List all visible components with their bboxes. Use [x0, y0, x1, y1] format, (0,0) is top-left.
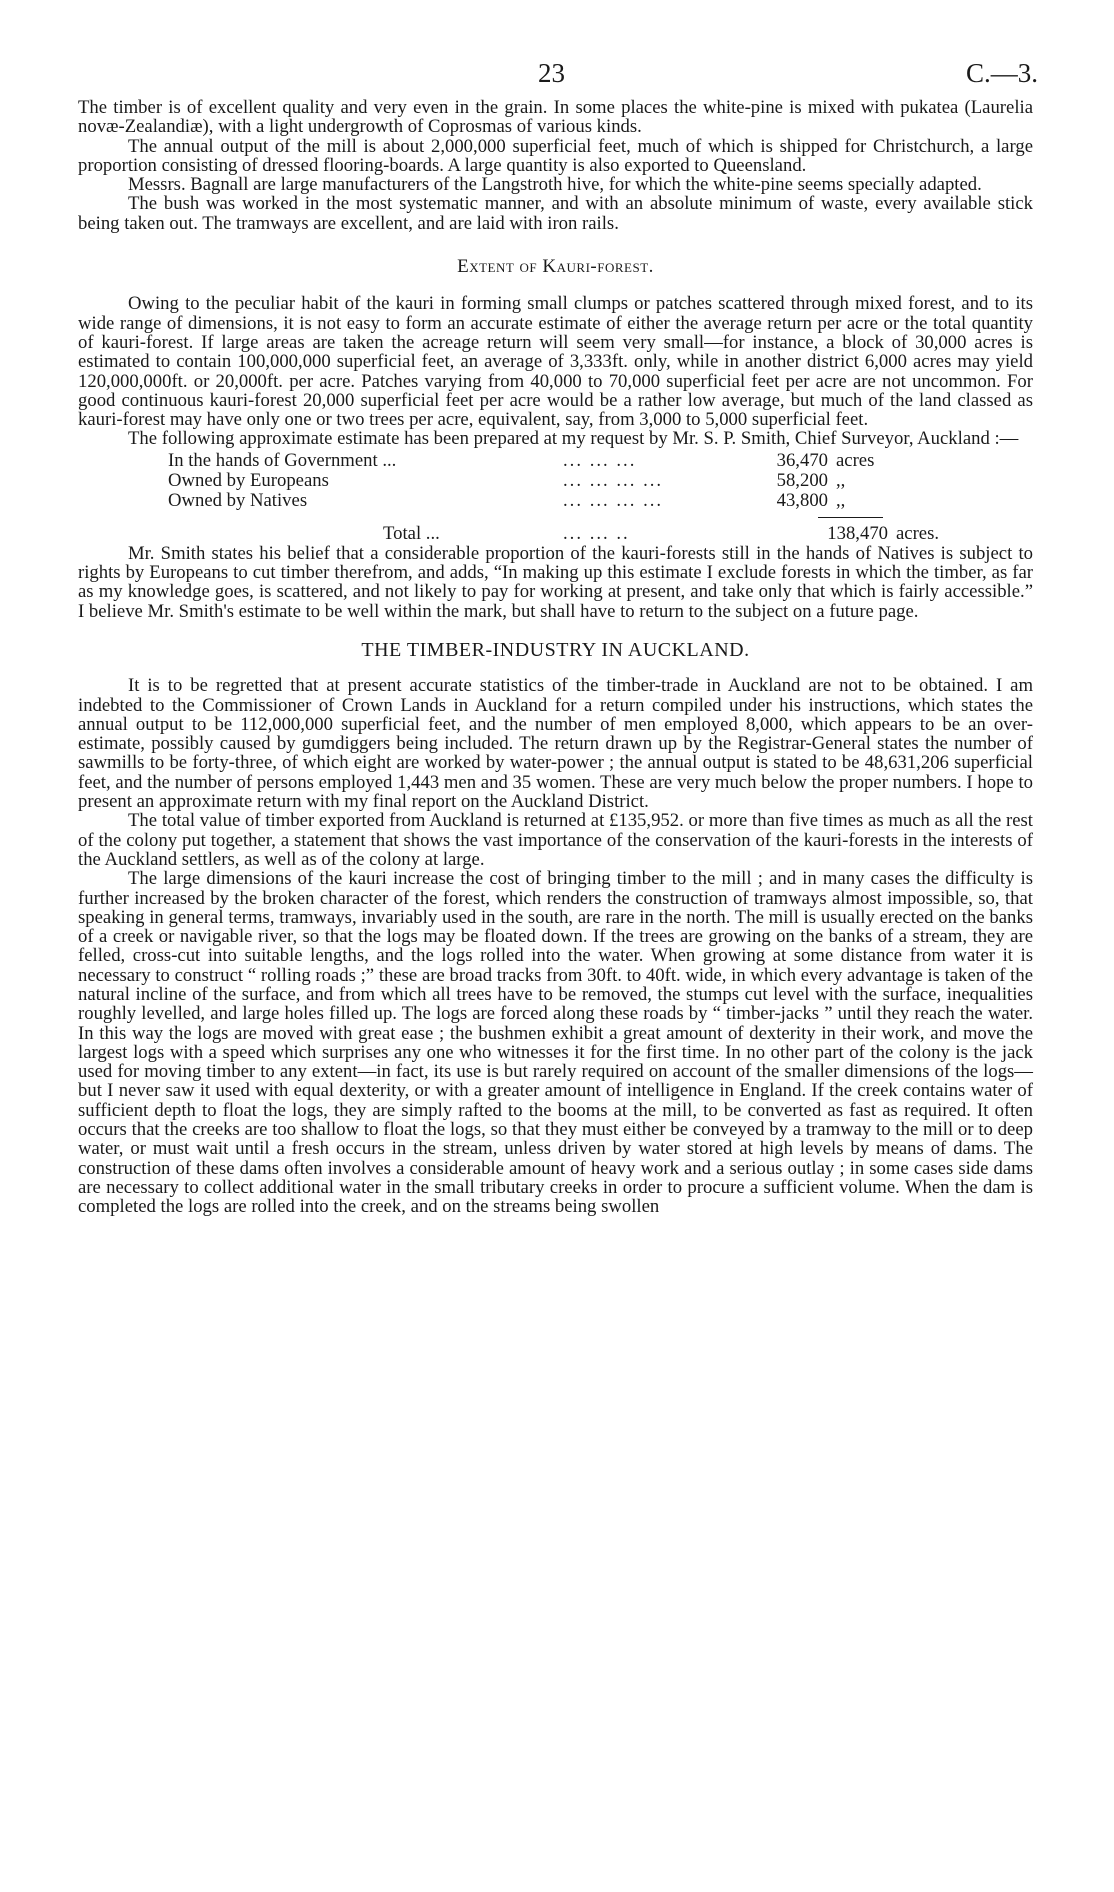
- paragraph: The large dimensions of the kauri increase the cost of bringing timber to the mill ; and in many cases the difficulty is further increased by the broken character of the forest, which renders the construction of tramways almost impossible, so, that speaking in general terms, tramways, invariably used in the south, are rare in the north. The mill is usually erected on the banks of a creek or navigable river, so that the logs may be floated down. If the trees are growing on the banks of a stream, they are felled, cross-cut into suitable lengths, and the logs rolled into the water. When growing at some distance from water it is necessary to construct “ rolling roads ;” these are broad tracks from 30ft. to 40ft. wide, in which every advantage is taken of the natural incline of the surface, and from which all trees have to be removed, the stumps cut level with the surface, inequalities roughly levelled, and large holes filled up. The logs are forced along these roads by “ timber-jacks ” until they reach the water. In this way the logs are moved with great ease ; the bushmen exhibit a great amount of dexterity in their work, and move the largest logs with a speed which surprises any one who witnesses it for the first time. In no other part of the colony is the jack used for moving timber to any extent—in fact, its use is but rarely required on account of the smaller dimensions of the logs—but I never saw it used with equal dexterity, or with a greater amount of intelligence in England. If the creek contains water of sufficient depth to float the logs, they are simply rafted to the booms at the mill, to be converted as fast as required. It often occurs that the creeks are too shallow to float the logs, so that they must either be conveyed by a tramway to the mill or to deep water, or must wait until a fresh occurs in the stream, unless driven by water stored at high levels by means of dams. The construction of these dams often involves a considerable amount of heavy work and a serious outlay ; in some cases side dams are necessary to collect additional water in the small tributary creeks in order to procure a sufficient volume. When the dam is completed the logs are rolled into the creek, and on the streams being swollen: [78, 868, 1033, 1218]
- estimate-total-row: [78, 524, 1033, 544]
- estimate-unit: ,,: [836, 489, 846, 511]
- estimate-unit: acres: [836, 449, 875, 471]
- total-value: 138,470: [827, 522, 888, 544]
- paragraph: Messrs. Bagnall are large manufacturers of the Langstroth hive, for which the white-pine seems specially adapted.: [128, 174, 982, 196]
- total-label: Total ...: [383, 522, 440, 544]
- sum-rule: [818, 517, 883, 518]
- leader-dots: ... ... ...: [563, 449, 637, 471]
- paragraph: The following approximate estimate has been prepared at my request by Mr. S. P. Smith, Chief Surveyor, Auckland :—: [128, 428, 1019, 450]
- leader-dots: ... ... ... ...: [563, 489, 664, 511]
- paragraph: Mr. Smith states his belief that a considerable proportion of the kauri-forests still in the hands of Natives is subject to rights by Europeans to cut timber therefrom, and adds, “In making up this estimate I exclude forests in which the timber, as far as my knowledge goes, is scattered, and not likely to pay for working at present, and take only that which is fairly accessible.” I believe Mr. Smith's estimate to be well within the mark, but shall have to return to the subject on a future page.: [78, 542, 1033, 622]
- paragraph: The annual output of the mill is about 2,000,000 superficial feet, much of which is shipped for Christchurch, a large proportion consisting of dressed flooring-boards. A large quantity is also exported to Queensland.: [78, 135, 1033, 176]
- estimate-label: Owned by Natives: [168, 489, 308, 511]
- estimate-label: Owned by Europeans: [168, 469, 329, 491]
- estimate-value: 43,800: [776, 489, 828, 511]
- document-code: C.—3.: [965, 58, 1038, 88]
- estimate-row: [78, 471, 1033, 491]
- estimate-table: [78, 451, 1033, 544]
- paragraph: The timber is of excellent quality and very even in the grain. In some places the white-pine is mixed with pukatea (Laurelia novæ-Zealandiæ), with a light undergrowth of Coprosmas of various kinds.: [78, 97, 1033, 138]
- document-page: [78, 58, 1038, 1218]
- estimate-label: In the hands of Government ...: [168, 449, 397, 471]
- page-header: [78, 58, 1038, 98]
- estimate-value: 36,470: [776, 449, 828, 471]
- section-heading-industry: THE TIMBER-INDUSTRY IN AUCKLAND.: [361, 638, 750, 661]
- document-body: [78, 98, 1033, 1217]
- leader-dots: ... ... ..: [563, 522, 630, 544]
- paragraph: The bush was worked in the most systematic manner, and with an absolute minimum of waste, every available stick being taken out. The tramways are excellent, and are laid with iron rails.: [78, 193, 1033, 234]
- estimate-value: 58,200: [776, 469, 828, 491]
- estimate-row: [78, 491, 1033, 511]
- paragraph: It is to be regretted that at present accurate statistics of the timber-trade in Auckland are not to be obtained. I am indebted to the Commissioner of Crown Lands in Auckland for a return compiled under his instructions, which states the annual output to be 112,000,000 superficial feet, and the number of men employed 8,000, which appears to be an over-estimate, possibly caused by gumdiggers being included. The return drawn up by the Registrar-General states the number of sawmills to be forty-three, of which eight are worked by water-power ; the annual output is stated to be 48,631,206 superficial feet, and the number of persons employed 1,443 men and 35 women. These are very much below the proper numbers. I hope to present an approximate return with my final report on the Auckland District.: [78, 675, 1033, 813]
- estimate-unit: ,,: [836, 469, 846, 491]
- section-heading-extent: Extent of Kauri-forest.: [457, 256, 654, 278]
- leader-dots: ... ... ... ...: [563, 469, 664, 491]
- estimate-row: [78, 451, 1033, 471]
- page-number: 23: [538, 58, 565, 88]
- paragraph: The total value of timber exported from Auckland is returned at £135,952. or more than five times as much as all the rest of the colony put together, a statement that shows the vast importance of the conservation of the kauri-forests in the interests of the Auckland settlers, as well as of the colony at large.: [78, 810, 1033, 870]
- paragraph: Owing to the peculiar habit of the kauri in forming small clumps or patches scattered through mixed forest, and to its wide range of dimensions, it is not easy to form an accurate estimate of either the average return per acre or the total quantity of kauri-forest. If large areas are taken the acreage return will seem very small—for instance, a block of 30,000 acres is estimated to contain 100,000,000 superficial feet, an average of 3,333ft. only, while in another district 6,000 acres may yield 120,000,000ft. or 20,000ft. per acre. Patches varying from 40,000 to 70,000 superficial feet per acre are not uncommon. For good continuous kauri-forest 20,000 superficial feet per acre would be a rather low average, but much of the land classed as kauri-forest may have only one or two trees per acre, equivalent, say, from 3,000 to 5,000 superficial feet.: [78, 293, 1033, 431]
- total-unit: acres.: [896, 522, 940, 544]
